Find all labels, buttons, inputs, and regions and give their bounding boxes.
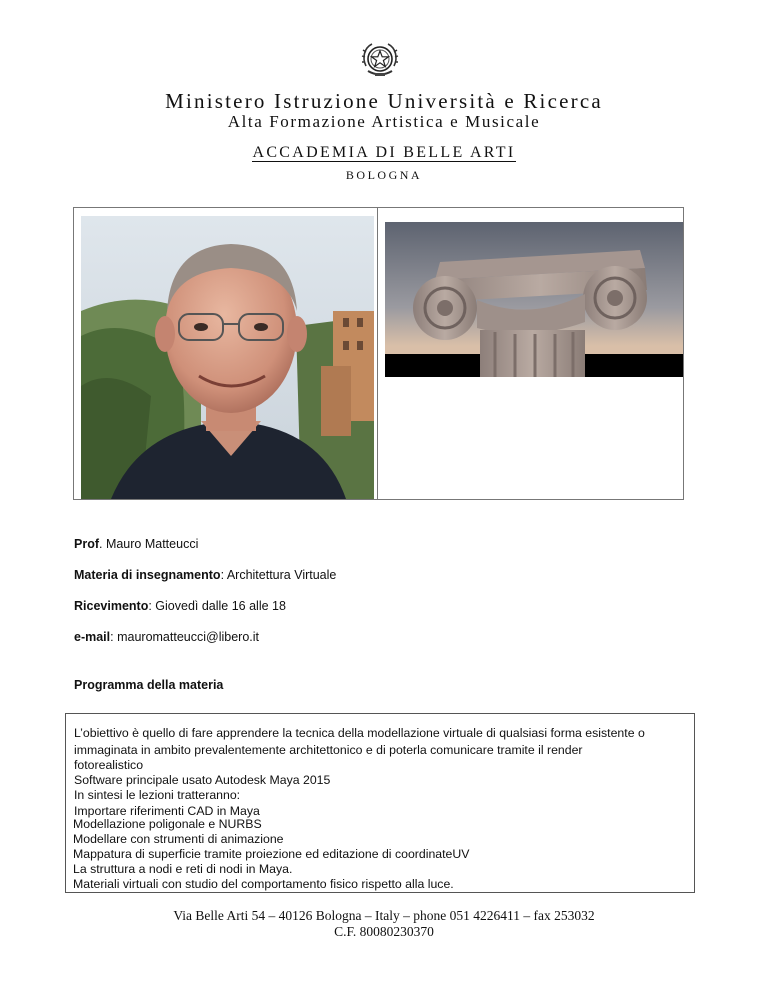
email-line (74, 630, 259, 644)
program-box-bottom-border (65, 892, 695, 893)
ministry-subtitle: Alta Formazione Artistica e Musicale (227, 112, 541, 131)
professor-name: . Mauro Matteucci (99, 537, 199, 551)
academy-name (0, 144, 768, 162)
program-line: Mappatura di superficie tramite proiezione ed editazione di coordinateUV (73, 847, 470, 861)
program-heading-text: Programma della materia (74, 678, 224, 692)
program-box-right-border (694, 713, 695, 893)
ionic-capital-render (385, 222, 683, 377)
program-line: immaginata in ambito prevalentemente architettonico e di poterla comunicare tramite il render (74, 743, 583, 757)
subject-label: Materia di insegnamento (74, 568, 221, 582)
program-line: Software principale usato Autodesk Maya 2015 (74, 773, 331, 787)
italian-republic-emblem-icon (360, 40, 400, 82)
ministry-title: Ministero Istruzione Università e Ricerca (165, 89, 603, 113)
email-value: : mauromatteucci@libero.it (110, 630, 259, 644)
subject-line (74, 568, 336, 582)
office-hours-line (74, 599, 286, 613)
professor-line (74, 537, 198, 551)
academy-city: BOLOGNA (345, 168, 423, 182)
program-heading (74, 678, 223, 692)
professor-label: Prof (74, 537, 99, 551)
program-line: fotorealistico (74, 758, 144, 772)
program-box-left-border (65, 713, 66, 893)
footer-address: Via Belle Arti 54 – 40126 Bologna – Italy – phone 051 4226411 – fax 253032 (173, 908, 595, 923)
photo-table (73, 207, 684, 500)
academy-name-text: ACCADEMIA DI BELLE ARTI (252, 144, 516, 161)
program-line: In sintesi le lezioni tratteranno: (74, 788, 241, 802)
footer-tax-code: C.F. 80080230370 (334, 924, 434, 939)
professor-photo (81, 216, 374, 499)
email-label: e-mail (74, 630, 111, 644)
program-line: Modellazione poligonale e NURBS (73, 817, 262, 831)
subject-value: : Architettura Virtuale (220, 568, 337, 582)
program-box (65, 713, 695, 818)
table-divider (377, 208, 378, 499)
program-line: L’obiettivo è quello di fare apprendere la tecnica della modellazione virtuale di qualsiasi forma esistente o (74, 726, 645, 740)
program-line: Modellare con strumenti di animazione (73, 832, 284, 846)
office-hours-value: : Giovedì dalle 16 alle 18 (148, 599, 286, 613)
office-hours-label: Ricevimento (74, 599, 149, 613)
program-line: Importare riferimenti CAD in Maya (74, 804, 260, 818)
program-line: La struttura a nodi e reti di nodi in Maya. (73, 862, 293, 876)
program-line: Materiali virtuali con studio del comportamento fisico rispetto alla luce. (73, 877, 454, 891)
